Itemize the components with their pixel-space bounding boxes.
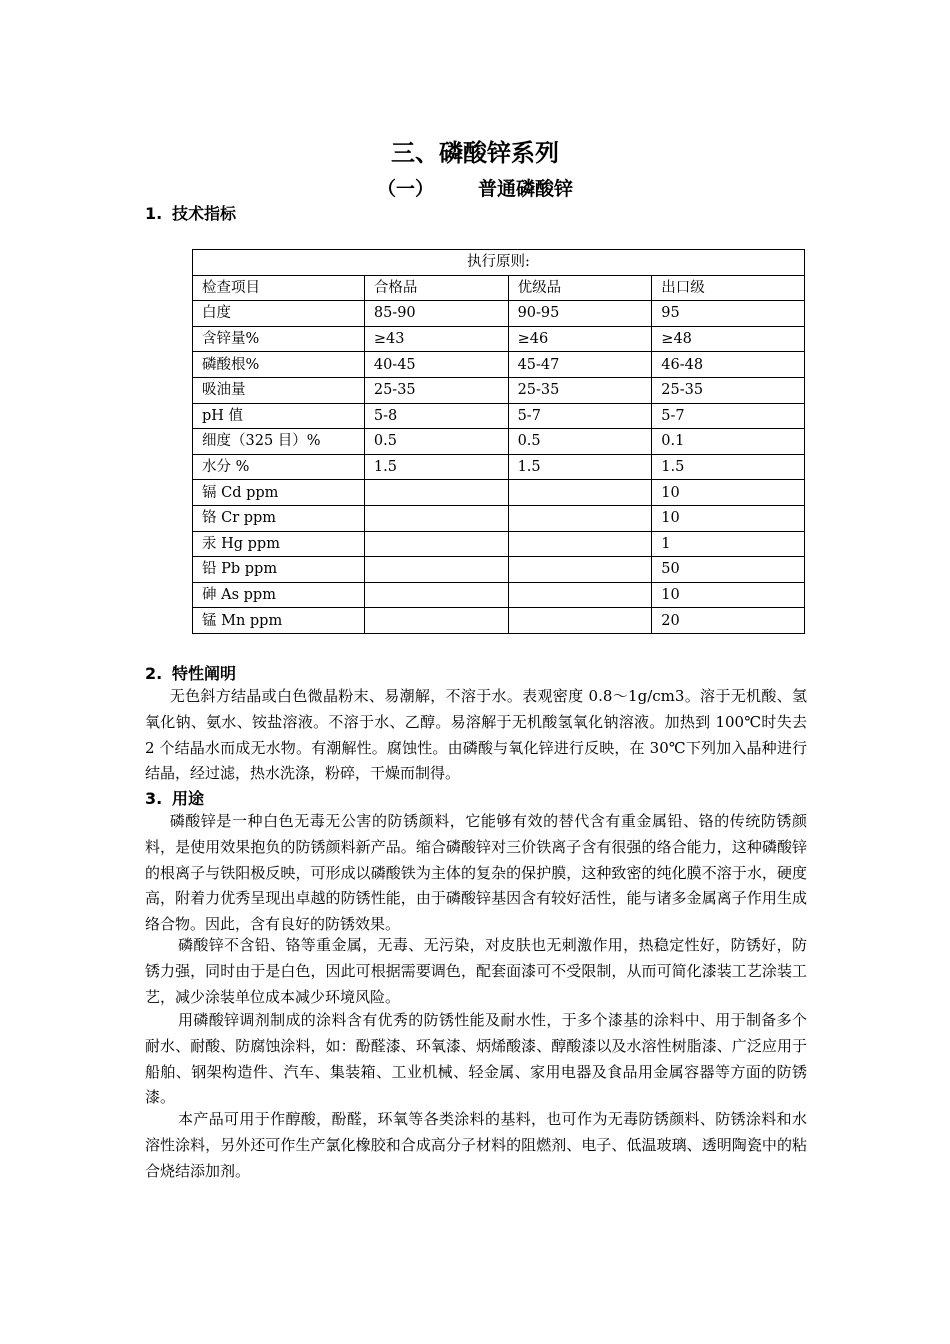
table-row	[193, 608, 805, 634]
value-cell: 10	[652, 480, 805, 506]
row-label-cell: 磷酸根%	[193, 352, 365, 378]
value-cell	[508, 480, 652, 506]
table-row	[193, 531, 805, 557]
row-label-cell: 吸油量	[193, 377, 365, 403]
value-cell	[508, 608, 652, 634]
table-row	[193, 301, 805, 327]
row-label-cell: 白度	[193, 301, 365, 327]
row-label-cell: 铅 Pb ppm	[193, 557, 365, 583]
value-cell	[508, 505, 652, 531]
value-cell: 25-35	[508, 377, 652, 403]
value-cell	[364, 480, 508, 506]
uses-paragraph: 用磷酸锌调剂制成的涂料含有优秀的防锈性能及耐水性，于多个漆基的涂料中、用于制备多个耐水、耐酸、防腐蚀涂料，如：酚醛漆、环氧漆、炳烯酸漆、醇酸漆以及水溶性树脂漆、广泛应用于船舶、钢架构造件、汽车、集装箱、工业机械、轻金属、家用电器及食品用金属容器等方面的防锈漆。	[145, 1011, 807, 1107]
uses-paragraph: 磷酸锌是一种白色无毒无公害的防锈颜料，它能够有效的替代含有重金属铅、铬的传统防锈颜料，是使用效果抱负的防锈颜料新产品。缩合磷酸锌对三价铁离子含有很强的络合能力，这种磷酸锌的根离子与铁阳极反映，可形成以磷酸铁为主体的复杂的保护膜，这种致密的纯化膜不溶于水，硬度高，附着力优秀呈现出卓越的防锈性能，由于磷酸锌基因含有较好活性，能与诸多金属离子作用生成络合物。因此，含有良好的防锈效果。	[145, 812, 807, 934]
document-title: 三、磷酸锌系列	[391, 139, 559, 167]
row-label-cell: 砷 As ppm	[193, 582, 365, 608]
row-label-cell: 细度（325 目）%	[193, 429, 365, 455]
section-heading-uses	[145, 786, 204, 809]
table-row	[193, 352, 805, 378]
section-number: 1.	[145, 204, 163, 223]
table-caption: 执行原则:	[193, 250, 805, 276]
value-cell: 20	[652, 608, 805, 634]
value-cell: 1.5	[364, 454, 508, 480]
spec-table	[192, 249, 805, 634]
header-cell: 检查项目	[193, 275, 365, 301]
section-number: 2.	[145, 664, 163, 683]
value-cell: 10	[652, 582, 805, 608]
value-cell	[508, 531, 652, 557]
subtitle-text: 普通磷酸锌	[478, 178, 574, 200]
row-label-cell: 锰 Mn ppm	[193, 608, 365, 634]
uses-paragraph: 磷酸锌不含铅、铬等重金属，无毒、无污染，对皮肤也无刺激作用，热稳定性好，防锈好，防锈力强，同时由于是白色，因此可根据需要调色，配套面漆可不受限制，从而可简化漆装工艺涂装工艺，减少涂装单位成本减少环境风险。	[145, 936, 807, 1006]
row-label-cell: 水分 %	[193, 454, 365, 480]
table-row	[193, 557, 805, 583]
value-cell: 25-35	[652, 377, 805, 403]
value-cell	[364, 505, 508, 531]
value-cell: 46-48	[652, 352, 805, 378]
value-cell: 0.1	[652, 429, 805, 455]
value-cell: ≥46	[508, 326, 652, 352]
table-caption-row	[193, 250, 805, 276]
table-row	[193, 403, 805, 429]
value-cell: 1.5	[652, 454, 805, 480]
table-row	[193, 377, 805, 403]
header-cell: 出口级	[652, 275, 805, 301]
value-cell: 85-90	[364, 301, 508, 327]
value-cell: 0.5	[508, 429, 652, 455]
value-cell	[364, 531, 508, 557]
section-title: 用途	[172, 789, 205, 808]
value-cell: ≥43	[364, 326, 508, 352]
header-cell: 合格品	[364, 275, 508, 301]
value-cell: 1.5	[508, 454, 652, 480]
value-cell: 5-7	[508, 403, 652, 429]
header-cell: 优级品	[508, 275, 652, 301]
value-cell	[364, 582, 508, 608]
value-cell: 0.5	[364, 429, 508, 455]
value-cell	[508, 582, 652, 608]
value-cell: 25-35	[364, 377, 508, 403]
value-cell: 10	[652, 505, 805, 531]
section-title: 特性阐明	[172, 664, 237, 683]
uses-paragraph: 本产品可用于作醇酸，酚醛，环氧等各类涂料的基料，也可作为无毒防锈颜料、防锈涂料和水溶性涂料，另外还可作生产氯化橡胶和合成高分子材料的阻燃剂、电子、低温玻璃、透明陶瓷中的粘合烧结添加剂。	[145, 1110, 807, 1180]
row-label-cell: 含锌量%	[193, 326, 365, 352]
row-label-cell: 汞 Hg ppm	[193, 531, 365, 557]
document-subtitle	[0, 174, 950, 201]
value-cell: 95	[652, 301, 805, 327]
value-cell	[364, 608, 508, 634]
value-cell	[508, 557, 652, 583]
table-row	[193, 326, 805, 352]
value-cell: ≥48	[652, 326, 805, 352]
table-header-row	[193, 275, 805, 301]
row-label-cell: pH 值	[193, 403, 365, 429]
section-title: 技术指标	[172, 204, 237, 223]
value-cell: 40-45	[364, 352, 508, 378]
table-row	[193, 480, 805, 506]
section-heading-properties	[145, 661, 236, 684]
value-cell	[364, 557, 508, 583]
table-row	[193, 429, 805, 455]
table-row	[193, 582, 805, 608]
table-row	[193, 454, 805, 480]
value-cell: 45-47	[508, 352, 652, 378]
value-cell: 1	[652, 531, 805, 557]
properties-paragraph: 无色斜方结晶或白色微晶粉末、易潮解，不溶于水。表观密度 0.8～1g/cm3。溶于无机酸、氢氧化钠、氨水、铵盐溶液。不溶于水、乙醇。易溶解于无机酸氢氧化钠溶液。加热到 100℃时失去 2 个结晶水而成无水物。有潮解性。腐蚀性。由磷酸与氧化锌进行反映，在 30℃下列加入晶种进行结晶，经过滤，热水洗涤，粉碎，干燥而制得。	[145, 687, 807, 783]
row-label-cell: 镉 Cd ppm	[193, 480, 365, 506]
subtitle-number: （一）	[376, 178, 434, 200]
table-row	[193, 505, 805, 531]
value-cell: 5-8	[364, 403, 508, 429]
section-number: 3.	[145, 789, 163, 808]
value-cell: 90-95	[508, 301, 652, 327]
section-heading-technical-specs	[145, 201, 236, 224]
value-cell: 5-7	[652, 403, 805, 429]
row-label-cell: 铬 Cr ppm	[193, 505, 365, 531]
value-cell: 50	[652, 557, 805, 583]
